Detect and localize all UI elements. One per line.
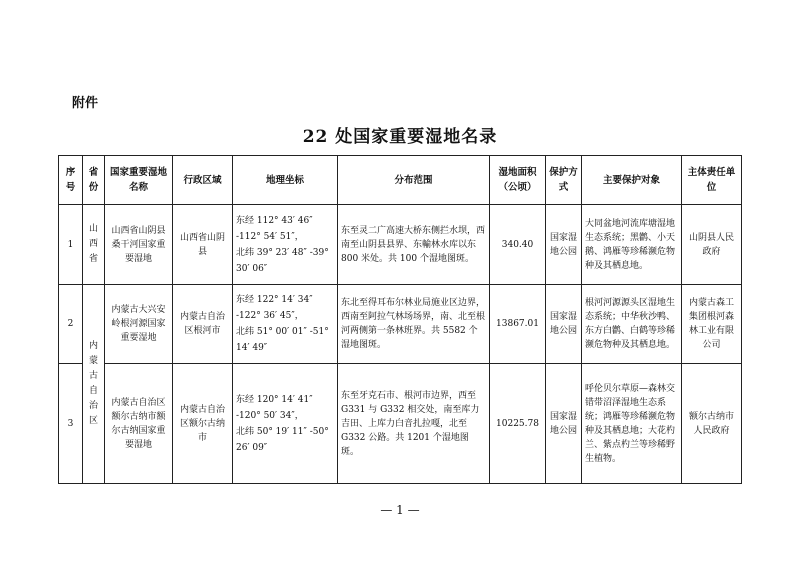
row-coord-lat: 北纬 39° 23′ 48″ -39° 30′ 06″ bbox=[236, 247, 329, 274]
row-protection: 国家湿地公园 bbox=[546, 285, 582, 364]
row-owner: 内蒙古森工集团根河森林工业有限公司 bbox=[682, 285, 742, 364]
row-region: 内蒙古自治区根河市 bbox=[173, 285, 233, 364]
attachment-label: 附件 bbox=[72, 96, 99, 111]
row-seq: 2 bbox=[59, 285, 83, 364]
row-name: 山西省山阴县桑干河国家重要湿地 bbox=[105, 205, 173, 285]
row-owner: 额尔古纳市人民政府 bbox=[682, 364, 742, 484]
header-coords: 地理坐标 bbox=[233, 156, 338, 205]
row-name: 内蒙古自治区额尔古纳市额尔古纳国家重要湿地 bbox=[105, 364, 173, 484]
row-range: 东北至得耳布尔林业局施业区边界，西南至阿拉气林场场界，南、北至根河两侧第一条林班界。共 5582 个湿地图斑。 bbox=[338, 285, 490, 364]
row-name: 内蒙古大兴安岭根河源国家重要湿地 bbox=[105, 285, 173, 364]
row-area: 10225.78 bbox=[490, 364, 546, 484]
row-range: 东至灵二广高速大桥东侧拦水坝，西南至山阴县县界、东輸林水库以东 800 米处。共 100 个湿地图斑。 bbox=[338, 205, 490, 285]
row-range: 东至牙克石市、根河市边界，西至 G331 与 G332 相交处，南至库力吉田、上库力白音扎拉嘎，北至 G332 公路。共 1201 个湿地图斑。 bbox=[338, 364, 490, 484]
page-number: — 1 — bbox=[380, 503, 420, 517]
row-coord-lon: 东经 112° 43′ 46″ -112° 54′ 51″， bbox=[236, 215, 313, 242]
header-seq: 序号 bbox=[59, 156, 83, 205]
header-range: 分布范围 bbox=[338, 156, 490, 205]
header-owner: 主体责任单位 bbox=[682, 156, 742, 205]
row-coords bbox=[233, 205, 338, 285]
wetland-table bbox=[58, 155, 742, 484]
row-targets: 大同盆地河流库塘湿地生态系统；黑鹳、小天鹅、鸿雁等珍稀濒危物种及其栖息地。 bbox=[582, 205, 682, 285]
header-targets: 主要保护对象 bbox=[582, 156, 682, 205]
row-owner: 山阴县人民政府 bbox=[682, 205, 742, 285]
row-area: 340.40 bbox=[490, 205, 546, 285]
table-row bbox=[59, 205, 742, 285]
header-province: 省份 bbox=[83, 156, 105, 205]
table-header-row bbox=[59, 156, 742, 205]
header-protection: 保护方式 bbox=[546, 156, 582, 205]
table-row bbox=[59, 364, 742, 484]
row-area: 13867.01 bbox=[490, 285, 546, 364]
row-region: 山西省山阴县 bbox=[173, 205, 233, 285]
header-region: 行政区域 bbox=[173, 156, 233, 205]
row-province: 内蒙古自治区 bbox=[83, 285, 105, 484]
row-province: 山西省 bbox=[83, 205, 105, 285]
row-targets: 呼伦贝尔草原—森林交错带沼泽湿地生态系统；鸿雁等珍稀濒危物种及其栖息地；大花杓兰、紫点杓兰等珍稀野生植物。 bbox=[582, 364, 682, 484]
row-seq: 1 bbox=[59, 205, 83, 285]
row-coords bbox=[233, 364, 338, 484]
row-coord-lat: 北纬 51° 00′ 01″ -51° 14′ 49″ bbox=[236, 327, 329, 353]
page-title: 22 处国家重要湿地名录 bbox=[302, 127, 498, 147]
row-seq: 3 bbox=[59, 364, 83, 484]
row-coord-lon: 东经 122° 14′ 34″ -122° 36′ 45″， bbox=[236, 295, 313, 321]
row-coord-lon: 东经 120° 14′ 41″ -120° 50′ 34″， bbox=[236, 394, 313, 421]
row-region: 内蒙古自治区额尔古纳市 bbox=[173, 364, 233, 484]
row-protection: 国家湿地公园 bbox=[546, 205, 582, 285]
row-coords bbox=[233, 285, 338, 364]
row-coord-lat: 北纬 50° 19′ 11″ -50° 26′ 09″ bbox=[236, 426, 329, 453]
header-name: 国家重要湿地名称 bbox=[105, 156, 173, 205]
table-row bbox=[59, 285, 742, 364]
header-area: 湿地面积（公顷） bbox=[490, 156, 546, 205]
row-protection: 国家湿地公园 bbox=[546, 364, 582, 484]
row-targets: 根河河源源头区湿地生态系统；中华秋沙鸭、东方白鹳、白鹤等珍稀濒危物种及其栖息地。 bbox=[582, 285, 682, 364]
